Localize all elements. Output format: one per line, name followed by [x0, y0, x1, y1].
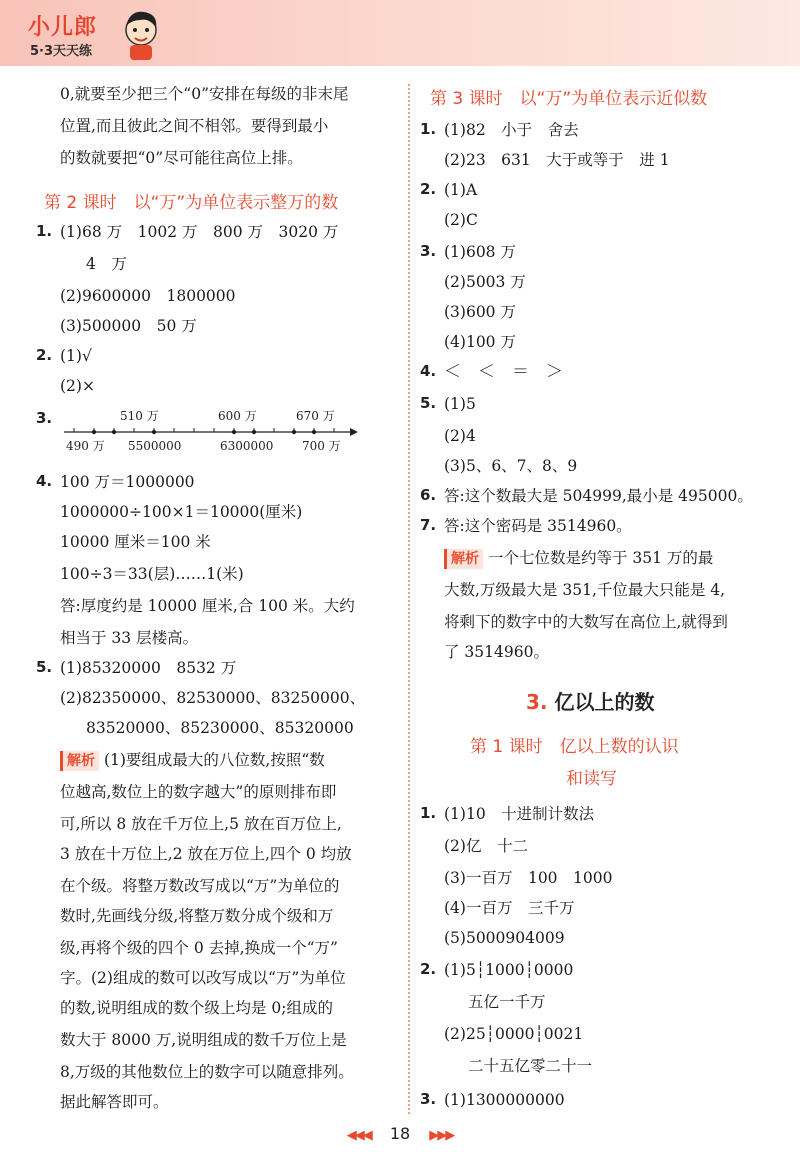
analysis-line: 了 3514960。: [444, 643, 549, 661]
question-number: 2.: [420, 960, 437, 978]
point-670: [292, 430, 296, 434]
section-title: 第 2 课时 以“万”为单位表示整万的数: [44, 193, 339, 213]
question-number: 5.: [36, 658, 53, 676]
analysis-tag: 解析: [444, 549, 483, 569]
answer-line: (1)A: [444, 181, 478, 199]
answer-line: 二十五亿零二十一: [468, 1057, 593, 1075]
point-700: [312, 430, 316, 434]
answer-line: (2)亿 十二: [444, 837, 528, 855]
answer-line: (1)5: [444, 395, 476, 413]
analysis-line: 字。(2)组成的数可以改写成以“万”为单位: [60, 969, 346, 987]
analysis-line: 数大于 8000 万,说明组成的数千万位上是: [60, 1031, 347, 1049]
bottom-label: 5500000: [128, 439, 182, 453]
answer-line: 五亿一千万: [468, 993, 546, 1011]
bottom-label: 6300000: [220, 439, 274, 453]
answer-line: (2)4: [444, 427, 476, 445]
question-number: 5.: [420, 394, 437, 412]
logo-subtitle: 5·3天天练: [30, 44, 93, 59]
top-label: 670 万: [296, 409, 335, 423]
chapter-text: 亿以上的数: [554, 690, 655, 714]
answer-line: (5)5000904009: [444, 929, 565, 947]
analysis-line: 的数,说明组成的数个级上均是 0;组成的: [60, 999, 333, 1017]
answer-line: (1)√: [60, 347, 92, 365]
answer-line: ＜ ＜ ＝ ＞: [444, 362, 563, 382]
answer-line: (1)5┆1000┆0000: [444, 961, 574, 979]
bottom-label: 700 万: [302, 439, 341, 453]
analysis-line: 级,再将个级的四个 0 去掉,换成一个“万”: [60, 939, 338, 957]
intro-line: 0,就要至少把三个“0”安排在每级的非末尾: [60, 85, 349, 103]
answer-line: (2)5003 万: [444, 273, 526, 291]
answer-line: (4)100 万: [444, 333, 516, 351]
analysis-line: 位越高,数位上的数字越大”的原则排布即: [60, 783, 337, 801]
question-number: 1.: [420, 804, 437, 822]
question-number: 3.: [36, 409, 53, 427]
point-490: [92, 430, 96, 434]
top-label: 510 万: [120, 409, 159, 423]
intro-line: 的数就要把“0”尽可能往高位上排。: [60, 149, 303, 167]
question-number: 3.: [420, 242, 437, 260]
answer-line: (2)×: [60, 377, 95, 395]
analysis-line: 8,万级的其他数位上的数字可以随意排列。: [60, 1063, 354, 1081]
answer-line: 10000 厘米＝100 米: [60, 533, 211, 551]
answer-line: 1000000÷100×1＝10000(厘米): [60, 503, 303, 521]
chapter-number: 3.: [526, 690, 548, 714]
point-550: [152, 430, 156, 434]
answer-line: 83520000、85230000、85320000: [86, 719, 354, 737]
answer-line: (2)C: [444, 211, 478, 229]
answer-line: (1)608 万: [444, 243, 516, 261]
number-line: [60, 406, 360, 454]
left-arrows-icon: ◀◀◀: [346, 1128, 371, 1143]
answer-line: (1)82 小于 舍去: [444, 121, 579, 139]
right-arrows-icon: ▶▶▶: [429, 1128, 454, 1143]
answer-line: (2)82350000、82530000、83250000、: [60, 689, 366, 707]
mascot-icon: [118, 8, 164, 62]
point-630: [252, 430, 256, 434]
section-title-cont: 和读写: [566, 769, 617, 789]
analysis-line: 将剩下的数字中的大数写在高位上,就得到: [444, 613, 728, 631]
page-number: 18: [389, 1124, 411, 1143]
question-number: 2.: [36, 346, 53, 364]
answer-line: (1)1300000000: [444, 1091, 565, 1109]
answer-line: (1)10 十进制计数法: [444, 805, 595, 823]
answer-line: (3)一百万 100 1000: [444, 869, 613, 887]
question-number: 3.: [420, 1090, 437, 1108]
analysis-line: 据此解答即可。: [60, 1093, 169, 1111]
section-title: 第 3 课时 以“万”为单位表示近似数: [430, 89, 708, 109]
analysis-tag: 解析: [60, 751, 99, 771]
section-title: 第 1 课时 亿以上数的认识: [470, 737, 679, 757]
analysis-line: 数时,先画线分级,将整万数分成个级和万: [60, 907, 334, 925]
analysis-text: 一个七位数是约等于 351 万的最: [487, 549, 714, 567]
question-number: 2.: [420, 180, 437, 198]
answer-line: 100 万＝1000000: [60, 473, 195, 491]
question-number: 1.: [36, 222, 53, 240]
answer-line: 答:这个密码是 3514960。: [444, 517, 632, 535]
answer-line: (1)68 万 1002 万 800 万 3020 万: [60, 223, 339, 241]
answer-line: (2)25┆0000┆0021: [444, 1025, 584, 1043]
point-510: [112, 430, 116, 434]
question-number: 1.: [420, 120, 437, 138]
point-600: [232, 430, 236, 434]
answer-line: (4)一百万 三千万: [444, 899, 575, 917]
answer-line: 4 万: [86, 255, 127, 273]
answer-line: (1)85320000 8532 万: [60, 659, 237, 677]
answer-line: (2)23 631 大于或等于 进 1: [444, 151, 670, 169]
answer-line: 答:这个数最大是 504999,最小是 495000。: [444, 487, 753, 505]
answer-line: 相当于 33 层楼高。: [60, 629, 199, 647]
page-footer: [0, 1124, 800, 1143]
question-number: 7.: [420, 516, 437, 534]
analysis-line: 3 放在十万位上,2 放在万位上,四个 0 均放: [60, 845, 352, 863]
intro-line: 位置,而且彼此之间不相邻。要得到最小: [60, 117, 329, 135]
answer-line: 答:厚度约是 10000 厘米,合 100 米。大约: [60, 597, 355, 615]
analysis-line: 在个级。将整万数改写成以“万”为单位的: [60, 877, 340, 895]
answer-line: (3)5、6、7、8、9: [444, 457, 578, 475]
analysis-line: 大数,万级最大是 351,千位最大只能是 4,: [444, 581, 726, 599]
bottom-label: 490 万: [66, 439, 105, 453]
question-number: 4.: [36, 472, 53, 490]
question-number: 6.: [420, 486, 437, 504]
answer-line: (2)9600000 1800000: [60, 287, 236, 305]
analysis-line: 可,所以 8 放在千万位上,5 放在百万位上,: [60, 815, 342, 833]
analysis-line: [444, 548, 713, 569]
answer-line: (3)500000 50 万: [60, 317, 197, 335]
answer-line: (3)600 万: [444, 303, 516, 321]
question-number: 4.: [420, 362, 437, 380]
answer-line: 100÷3＝33(层)……1(米): [60, 565, 244, 583]
analysis-line: [60, 750, 325, 771]
analysis-text: (1)要组成最大的八位数,按照“数: [103, 751, 325, 769]
chapter-title: [526, 686, 654, 715]
logo-title: 小儿郎: [28, 15, 98, 40]
top-label: 600 万: [218, 409, 257, 423]
column-divider: [408, 84, 410, 1114]
brand-logo: [28, 8, 158, 63]
